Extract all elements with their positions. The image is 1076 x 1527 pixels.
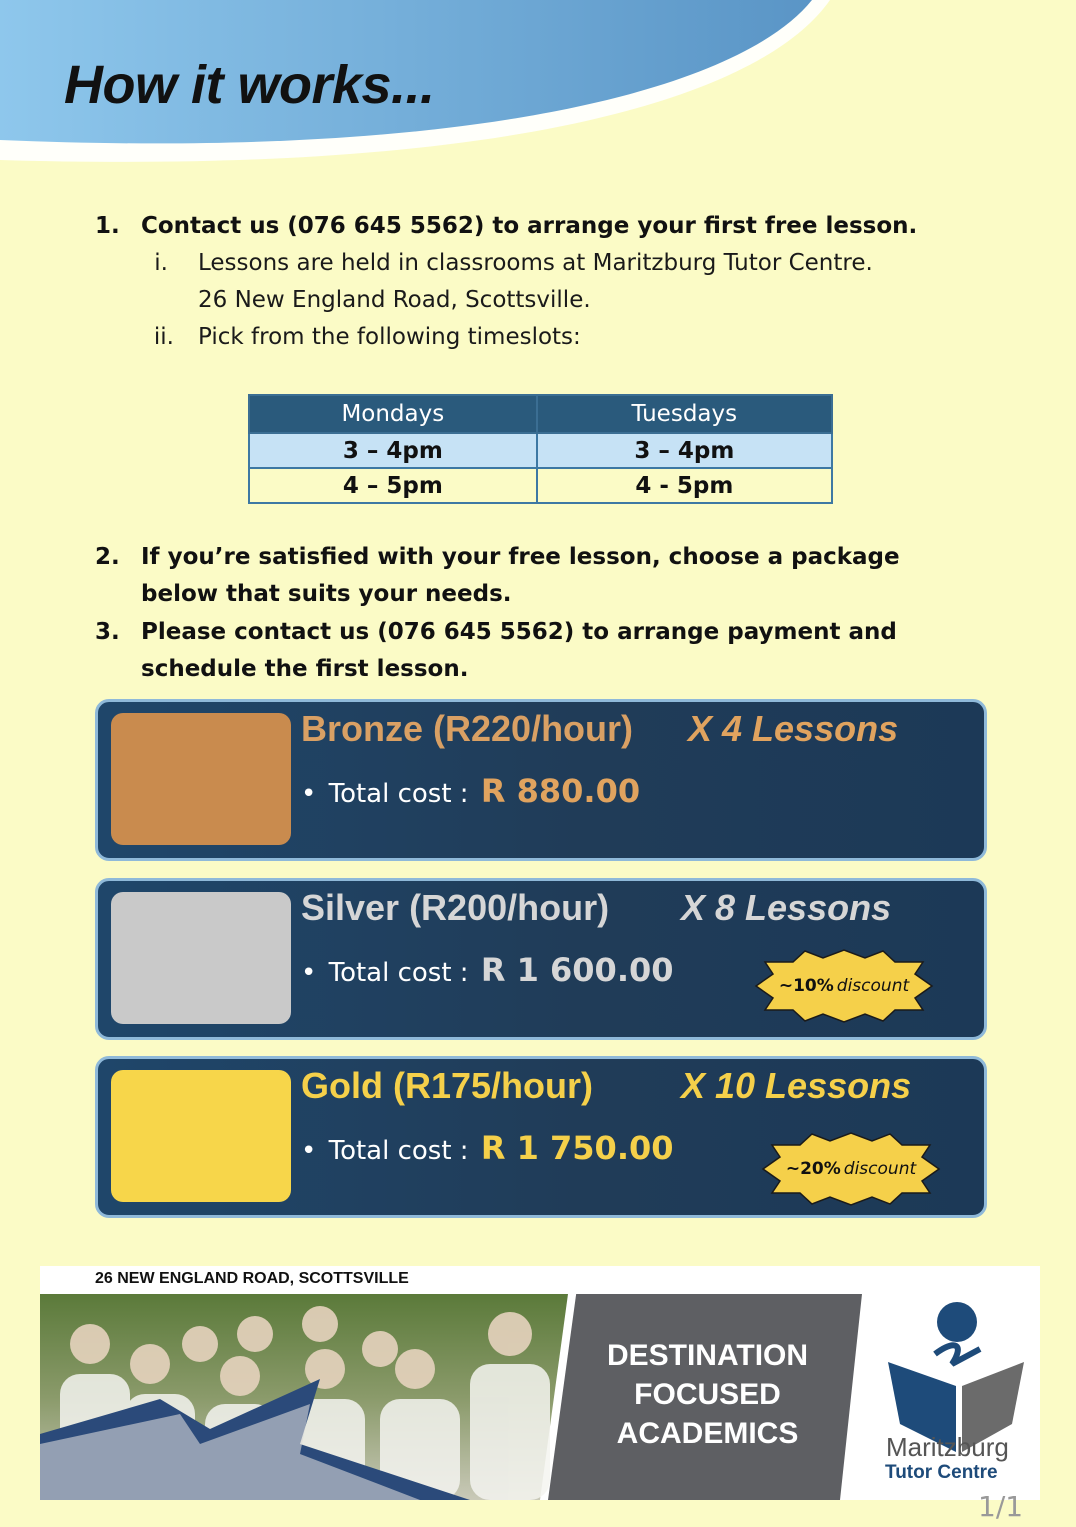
footer-address: 26 NEW ENGLAND ROAD, SCOTTSVILLE	[95, 1270, 409, 1287]
package-cost	[301, 772, 640, 810]
tagline-line: ACADEMICS	[616, 1417, 799, 1450]
tagline	[580, 1336, 835, 1453]
cost-value: R 1 600.00	[480, 951, 674, 989]
substep-numeral: ii.	[153, 324, 174, 350]
discount-word: discount	[843, 1159, 917, 1179]
package-gold	[95, 1056, 987, 1218]
step-text: If you’re satisfied with your free lesson, choose a package below that suits your needs.	[141, 544, 900, 607]
brand-subtitle: Tutor Centre	[885, 1462, 998, 1483]
discount-badge	[753, 948, 935, 1024]
table-cell: 3 – 4pm	[537, 433, 832, 468]
package-cost	[301, 1129, 674, 1167]
discount-percent: ~20%	[785, 1159, 841, 1179]
bullet-icon: •	[301, 958, 317, 988]
substep-line: 26 New England Road, Scottsville.	[198, 287, 591, 313]
gold-swatch	[111, 1070, 291, 1202]
step-number: 3.	[95, 619, 120, 645]
cost-value: R 880.00	[480, 772, 641, 810]
timeslot-table	[248, 394, 833, 504]
page-number: 1/1	[978, 1490, 1024, 1523]
tagline-line: FOCUSED	[634, 1378, 781, 1411]
cost-label: Total cost :	[328, 958, 469, 988]
badge-text	[760, 1131, 942, 1207]
package-cost	[301, 951, 674, 989]
step-number: 1.	[95, 213, 120, 239]
table-header-monday: Mondays	[249, 395, 537, 433]
step-text: Please contact us (076 645 5562) to arrange payment and schedule the first lesson.	[141, 619, 897, 682]
package-silver	[95, 878, 987, 1040]
table-cell: 4 – 5pm	[249, 468, 537, 503]
table-header-tuesday: Tuesdays	[537, 395, 832, 433]
package-lessons: X 4 Lessons	[688, 708, 899, 749]
bullet-icon: •	[301, 1136, 317, 1166]
discount-badge	[760, 1131, 942, 1207]
substep-line: Pick from the following timeslots:	[198, 324, 581, 350]
discount-percent: ~10%	[778, 976, 834, 996]
brand-name: Maritzburg	[886, 1432, 1009, 1462]
bronze-swatch	[111, 713, 291, 845]
discount-word: discount	[836, 976, 910, 996]
package-lessons: X 8 Lessons	[681, 887, 892, 928]
tagline-line: DESTINATION	[606, 1339, 809, 1372]
cost-label: Total cost :	[328, 1136, 469, 1166]
package-name: Gold (R175/hour)	[301, 1065, 594, 1106]
package-bronze	[95, 699, 987, 861]
cost-value: R 1 750.00	[480, 1129, 674, 1167]
package-lessons: X 10 Lessons	[681, 1065, 912, 1106]
step-text: Contact us (076 645 5562) to arrange your first free lesson.	[141, 213, 918, 239]
package-name: Silver (R200/hour)	[301, 887, 610, 928]
table-row	[249, 433, 832, 468]
page-title: How it works...	[64, 55, 435, 115]
table-row	[249, 468, 832, 503]
bullet-icon: •	[301, 779, 317, 809]
table-cell: 4 - 5pm	[537, 468, 832, 503]
badge-text	[753, 948, 935, 1024]
substep-numeral: i.	[154, 250, 168, 276]
cost-label: Total cost :	[328, 779, 469, 809]
package-name: Bronze (R220/hour)	[301, 708, 634, 749]
silver-swatch	[111, 892, 291, 1024]
substep-line: Lessons are held in classrooms at Maritzburg Tutor Centre.	[198, 250, 873, 276]
table-cell: 3 – 4pm	[249, 433, 537, 468]
footer-banner	[40, 1266, 1040, 1500]
step-number: 2.	[95, 544, 120, 570]
